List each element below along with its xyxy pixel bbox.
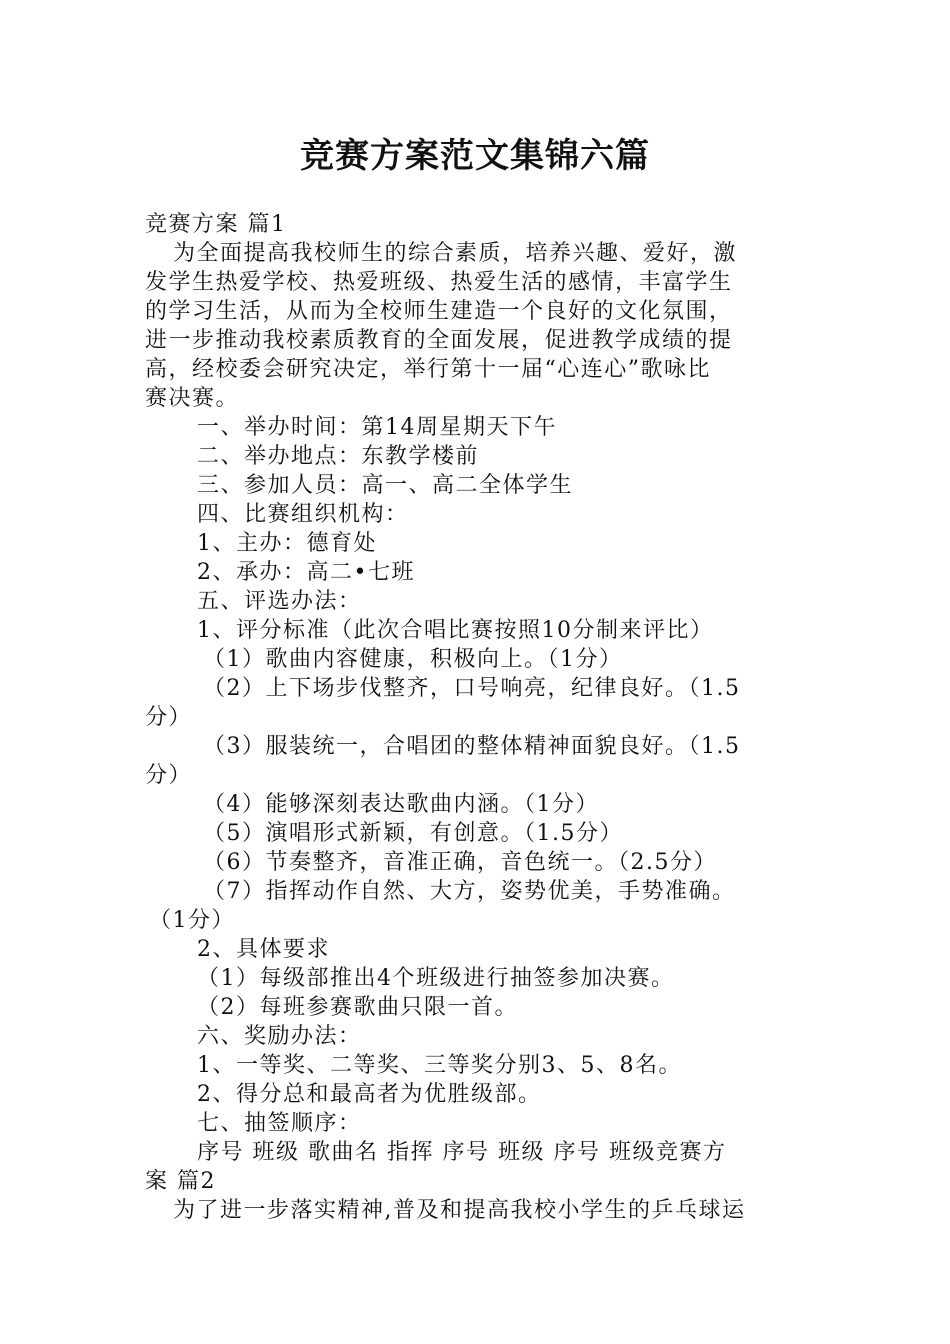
text-line: （1）歌曲内容健康，积极向上。（1分） xyxy=(203,647,623,672)
text-line: （1分） xyxy=(149,908,235,933)
text-line: 竞赛方案 篇1 xyxy=(145,212,287,237)
document-body xyxy=(145,210,805,1225)
text-line: 为全面提高我校师生的综合素质，培养兴趣、爱好，激 xyxy=(173,241,738,266)
text-line: 的学习生活，从而为全校师生建造一个良好的文化氛围， xyxy=(145,299,733,324)
text-line: 六、奖励办法： xyxy=(197,1024,362,1049)
text-line: （2）每班参赛歌曲只限一首。 xyxy=(197,995,518,1020)
text-line: （2）上下场步伐整齐，口号响亮，纪律良好。（1.5 xyxy=(203,676,741,701)
text-line: 分） xyxy=(145,705,193,730)
text-line: 2、得分总和最高者为优胜级部。 xyxy=(197,1082,542,1107)
text-line: 案 篇2 xyxy=(145,1169,216,1194)
text-line: 高，经校委会研究决定，举行第十一届“心连心”歌咏比 xyxy=(145,357,711,382)
text-line: 进一步推动我校素质教育的全面发展，促进教学成绩的提 xyxy=(145,328,733,353)
text-line: 赛决赛。 xyxy=(145,386,240,411)
text-line: 1、主办：德育处 xyxy=(197,531,377,556)
text-line: 1、评分标准（此次合唱比赛按照10分制来评比） xyxy=(197,618,714,643)
text-line: 1、一等奖、二等奖、三等奖分别3、5、8名。 xyxy=(197,1053,682,1078)
text-line: 四、比赛组织机构： xyxy=(197,502,409,527)
text-line: 发学生热爱学校、热爱班级、热爱生活的感情，丰富学生 xyxy=(145,270,733,295)
text-line: 序号 班级 歌曲名 指挥 序号 班级 序号 班级竞赛方 xyxy=(197,1140,727,1165)
text-line: （1）每级部推出4个班级进行抽签参加决赛。 xyxy=(197,966,675,991)
text-line: （7）指挥动作自然、大方，姿势优美，手势准确。 xyxy=(203,879,736,904)
text-line: 一、举办时间：第14周星期天下午 xyxy=(197,415,557,440)
text-line: 分） xyxy=(145,763,193,788)
text-line: 二、举办地点：东教学楼前 xyxy=(197,444,480,469)
text-line: （5）演唱形式新颖，有创意。（1.5分） xyxy=(203,821,623,846)
text-line: 2、承办：高二•七班 xyxy=(197,560,415,585)
text-line: （4）能够深刻表达歌曲内涵。（1分） xyxy=(203,792,599,817)
text-line: 为了进一步落实精神,普及和提高我校小学生的乒乓球运 xyxy=(173,1198,746,1223)
text-line: （6）节奏整齐，音准正确，音色统一。（2.5分） xyxy=(203,850,717,875)
text-line: （3）服装统一，合唱团的整体精神面貌良好。（1.5 xyxy=(203,734,741,759)
document-title: 竞赛方案范文集锦六篇 xyxy=(300,136,650,176)
text-line: 七、抽签顺序： xyxy=(197,1111,362,1136)
text-line: 三、参加人员：高一、高二全体学生 xyxy=(197,473,574,498)
text-line: 2、具体要求 xyxy=(197,937,330,962)
text-line: 五、评选办法： xyxy=(197,589,362,614)
